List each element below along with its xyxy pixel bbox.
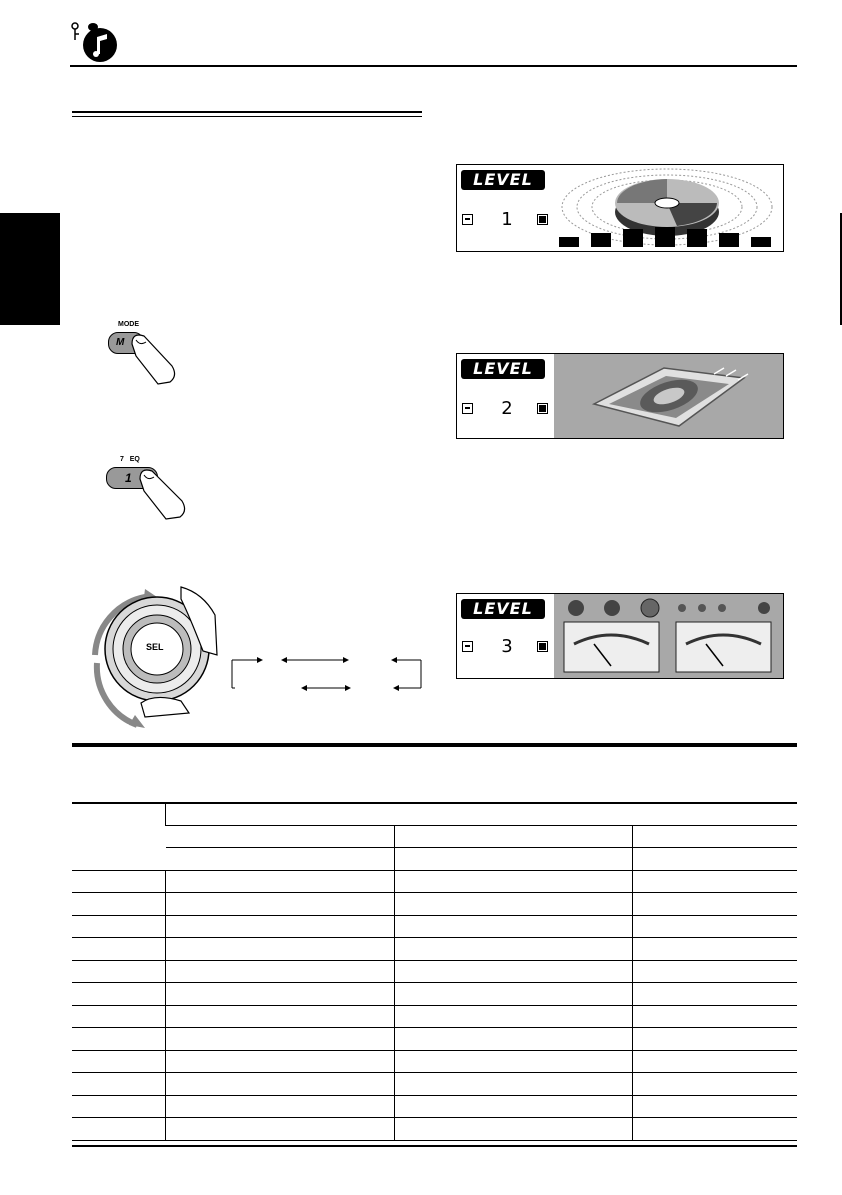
table-row	[72, 938, 797, 961]
table-cell	[166, 1095, 395, 1118]
table-cell	[72, 1028, 166, 1051]
level-up-icon	[537, 403, 548, 414]
table-cell	[166, 1073, 395, 1096]
table-cell	[394, 870, 632, 893]
level-badge: LEVEL	[461, 170, 545, 190]
table-row	[72, 825, 797, 848]
pressing-finger-icon	[136, 465, 190, 520]
mode-button-illustration	[100, 320, 180, 385]
eq-key-label: 1	[125, 471, 132, 485]
table-cell	[632, 893, 797, 916]
table-cell	[166, 893, 395, 916]
header-rule	[70, 65, 797, 67]
table-cell	[166, 870, 395, 893]
table-cell	[72, 1005, 166, 1028]
table-cell	[394, 1118, 632, 1141]
table-row	[72, 1095, 797, 1118]
table-cell	[72, 960, 166, 983]
table-cell	[72, 1050, 166, 1073]
table-cell	[632, 938, 797, 961]
section-divider-thick	[72, 743, 797, 747]
table-cell	[166, 960, 395, 983]
table-cell	[394, 1095, 632, 1118]
mode-label: MODE	[118, 321, 139, 328]
table-cell	[72, 983, 166, 1006]
table-cell	[394, 1050, 632, 1073]
language-tab-marker	[0, 213, 60, 325]
level-down-icon	[462, 403, 473, 414]
table-cell	[72, 1073, 166, 1096]
level-badge: LEVEL	[461, 599, 545, 619]
table-cell	[632, 870, 797, 893]
table-cell	[632, 1118, 797, 1141]
header-music-icon	[70, 20, 120, 64]
table-cell	[166, 1028, 395, 1051]
table-cell	[166, 1118, 395, 1141]
table-cell	[394, 1005, 632, 1028]
table-cell	[632, 1028, 797, 1051]
table-cell	[166, 983, 395, 1006]
level-badge: LEVEL	[461, 359, 545, 379]
table-cell	[72, 1118, 166, 1141]
level-down-icon	[462, 641, 473, 652]
section-rule-bottom	[72, 116, 422, 117]
table-row	[72, 848, 797, 871]
table-cell	[632, 1050, 797, 1073]
table-cell	[394, 1073, 632, 1096]
level-number: 2	[501, 398, 513, 419]
table-cell	[166, 803, 798, 825]
table-bottom-rule	[72, 1145, 797, 1147]
level-up-icon	[537, 214, 548, 225]
table-row	[72, 803, 797, 825]
table-row	[72, 983, 797, 1006]
rotary-dial-icon	[85, 585, 245, 735]
table-cell	[394, 938, 632, 961]
table-row	[72, 893, 797, 916]
selection-cycle-arrows	[225, 650, 425, 695]
table-row	[72, 960, 797, 983]
table-row	[72, 1118, 797, 1141]
speaker-cone-icon	[554, 354, 783, 438]
table-cell	[394, 848, 632, 871]
level-number: 3	[501, 636, 513, 657]
table-cell	[632, 848, 797, 871]
eq-label: 7 EQ	[120, 456, 140, 463]
table-row	[72, 870, 797, 893]
table-cell	[632, 1005, 797, 1028]
table-cell	[394, 983, 632, 1006]
table-cell	[72, 893, 166, 916]
sel-dial-illustration	[85, 585, 245, 735]
table-cell	[166, 915, 395, 938]
table-cell	[632, 983, 797, 1006]
table-cell	[632, 1073, 797, 1096]
table-cell	[166, 825, 395, 848]
table-row	[72, 1005, 797, 1028]
table-row	[72, 915, 797, 938]
eq-settings-table	[72, 803, 797, 1141]
table-cell	[72, 938, 166, 961]
table-cell	[166, 1005, 395, 1028]
mode-key-label: M	[116, 337, 125, 348]
section-rule-top	[72, 111, 422, 113]
level-number: 1	[501, 209, 513, 230]
table-cell	[166, 938, 395, 961]
table-cell	[72, 803, 166, 870]
table-cell	[394, 1028, 632, 1051]
table-cell	[72, 915, 166, 938]
table-cell	[632, 915, 797, 938]
disc-animation-icon	[557, 167, 779, 249]
pressing-finger-icon	[128, 330, 180, 385]
level-up-icon	[537, 641, 548, 652]
speaker-panel	[554, 354, 783, 438]
level-down-icon	[462, 214, 473, 225]
table-cell	[72, 1095, 166, 1118]
table-cell	[394, 915, 632, 938]
table-cell	[632, 960, 797, 983]
sel-label: SEL	[146, 642, 164, 652]
vu-meters-icon	[554, 594, 783, 678]
lcd-display-level-1	[456, 164, 784, 252]
table-cell	[394, 893, 632, 916]
table-row	[72, 1073, 797, 1096]
eq-button-illustration	[100, 455, 190, 520]
table-cell	[632, 1095, 797, 1118]
table-row	[72, 1028, 797, 1051]
lcd-display-level-3	[456, 593, 784, 679]
table-cell	[166, 1050, 395, 1073]
lcd-display-level-2	[456, 353, 784, 439]
vu-meter-panel	[554, 594, 783, 678]
table-cell	[72, 870, 166, 893]
table-cell	[632, 825, 797, 848]
table-cell	[394, 825, 632, 848]
table-row	[72, 1050, 797, 1073]
table-cell	[394, 960, 632, 983]
table-cell	[166, 848, 395, 871]
